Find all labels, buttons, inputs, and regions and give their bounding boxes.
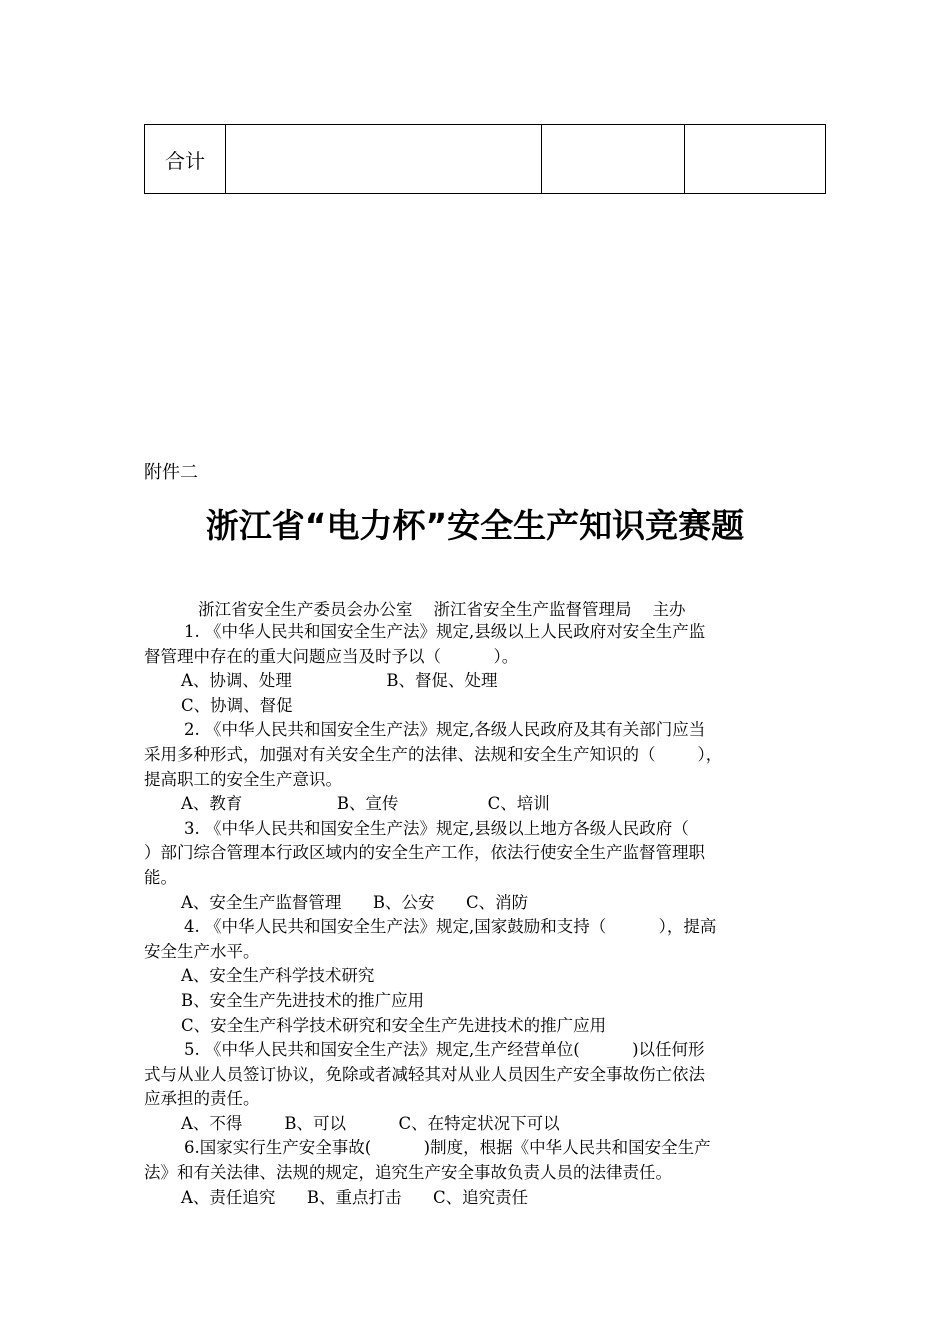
total-label: 合计: [145, 125, 226, 194]
option-line: A、安全生产监督管理 B、公安 C、消防: [181, 892, 529, 912]
question-line: 能。: [144, 867, 177, 887]
option-line: A、安全生产科学技术研究: [181, 966, 375, 986]
question-line: 6.国家实行生产安全事故( )制度，根据《中华人民共和国安全生产: [184, 1138, 711, 1158]
option-line: A、协调、处理 B、督促、处理: [181, 671, 498, 691]
question-line: 5. 《中华人民共和国安全生产法》规定,生产经营单位( )以任何形: [184, 1040, 705, 1060]
total-cell-1: [226, 125, 542, 194]
question-line: 法》和有关法律、法规的规定，追究生产安全事故负责人员的法律责任。: [144, 1163, 672, 1183]
organizer-line: 浙江省安全生产委员会办公室 浙江省安全生产监督管理局 主办: [198, 600, 686, 619]
option-line: B、安全生产先进技术的推广应用: [181, 990, 425, 1010]
option-line: A、教育 B、宣传 C、培训: [181, 794, 550, 814]
question-line: 采用多种形式，加强对有关安全生产的法律、法规和安全生产知识的（ ），: [144, 744, 723, 764]
question-line: ）部门综合管理本行政区域内的安全生产工作，依法行使安全生产监督管理职: [144, 843, 705, 863]
option-line: A、责任追究 B、重点打击 C、追究责任: [181, 1187, 529, 1207]
question-line: 式与从业人员签订协议，免除或者减轻其对从业人员因生产安全事故伤亡依法: [144, 1064, 705, 1084]
question-line: 应承担的责任。: [144, 1089, 260, 1109]
page-title: 浙江省“电力杯”安全生产知识竞赛题: [205, 506, 745, 545]
question-line: 3. 《中华人民共和国安全生产法》规定,县级以上地方各级人民政府（: [184, 818, 689, 838]
total-table: [144, 124, 826, 194]
total-cell-2: [542, 125, 685, 194]
question-line: 督管理中存在的重大问题应当及时予以（ ）。: [144, 646, 519, 666]
question-line: 4. 《中华人民共和国安全生产法》规定,国家鼓励和支持（ ），提高: [184, 917, 717, 937]
total-cell-3: [685, 125, 826, 194]
option-line: A、不得 B、可以 C、在特定状况下可以: [181, 1113, 560, 1133]
question-line: 2. 《中华人民共和国安全生产法》规定,各级人民政府及其有关部门应当: [184, 720, 706, 740]
option-line: C、协调、督促: [181, 695, 293, 715]
attachment-label: 附件二: [144, 462, 198, 483]
option-line: C、安全生产科学技术研究和安全生产先进技术的推广应用: [181, 1015, 607, 1035]
question-body: [144, 620, 812, 1210]
question-line: 提高职工的安全生产意识。: [144, 769, 342, 789]
question-line: 1. 《中华人民共和国安全生产法》规定,县级以上人民政府对安全生产监: [184, 622, 706, 641]
question-line: 安全生产水平。: [144, 941, 260, 961]
